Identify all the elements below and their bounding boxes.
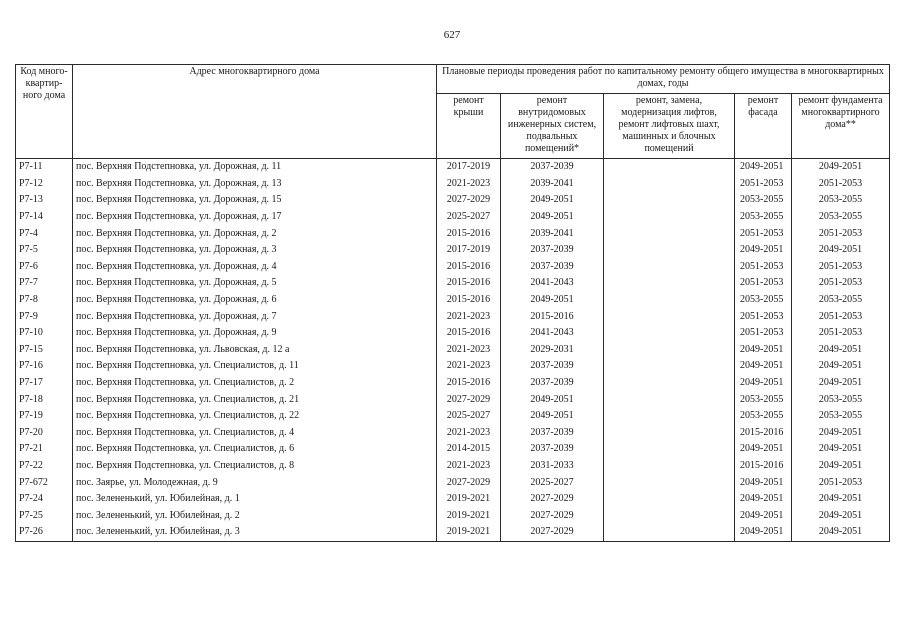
cell-roof: 2021-2023 xyxy=(437,176,501,193)
cell-foundation: 2049-2051 xyxy=(792,507,890,524)
cell-foundation: 2051-2053 xyxy=(792,225,890,242)
cell-elevators xyxy=(604,209,735,226)
header-address: Адрес многоквартирного дома xyxy=(73,65,437,159)
cell-address: пос. Верхняя Подстепновка, ул. Дорожная, д. 9 xyxy=(73,325,437,342)
cell-systems: 2041-2043 xyxy=(501,275,604,292)
cell-facade: 2053-2055 xyxy=(735,192,792,209)
cell-roof: 2021-2023 xyxy=(437,458,501,475)
cell-address: пос. Верхняя Подстепновка, ул. Специалистов, д. 6 xyxy=(73,441,437,458)
header-code: Код много-квартир-ного дома xyxy=(16,65,73,159)
cell-systems: 2027-2029 xyxy=(501,491,604,508)
cell-code: Р7-18 xyxy=(16,391,73,408)
cell-systems: 2027-2029 xyxy=(501,507,604,524)
cell-roof: 2025-2027 xyxy=(437,408,501,425)
cell-elevators xyxy=(604,159,735,176)
cell-foundation: 2049-2051 xyxy=(792,342,890,359)
cell-facade: 2049-2051 xyxy=(735,242,792,259)
cell-foundation: 2051-2053 xyxy=(792,308,890,325)
cell-facade: 2049-2051 xyxy=(735,375,792,392)
table-row xyxy=(16,491,890,508)
cell-facade: 2053-2055 xyxy=(735,391,792,408)
cell-roof: 2017-2019 xyxy=(437,242,501,259)
cell-systems: 2037-2039 xyxy=(501,425,604,442)
cell-elevators xyxy=(604,308,735,325)
cell-foundation: 2049-2051 xyxy=(792,524,890,541)
cell-systems: 2037-2039 xyxy=(501,242,604,259)
cell-roof: 2015-2016 xyxy=(437,375,501,392)
cell-systems: 2029-2031 xyxy=(501,342,604,359)
header-periods-group: Плановые периоды проведения работ по капитальному ремонту общего имущества в многоквартирных домах, годы xyxy=(437,65,890,94)
cell-code: Р7-9 xyxy=(16,308,73,325)
cell-roof: 2021-2023 xyxy=(437,342,501,359)
cell-code: Р7-14 xyxy=(16,209,73,226)
cell-systems: 2049-2051 xyxy=(501,408,604,425)
cell-code: Р7-19 xyxy=(16,408,73,425)
cell-systems: 2037-2039 xyxy=(501,259,604,276)
cell-roof: 2015-2016 xyxy=(437,259,501,276)
cell-facade: 2053-2055 xyxy=(735,408,792,425)
cell-systems: 2049-2051 xyxy=(501,209,604,226)
cell-systems: 2049-2051 xyxy=(501,192,604,209)
cell-code: Р7-10 xyxy=(16,325,73,342)
cell-code: Р7-11 xyxy=(16,159,73,176)
cell-elevators xyxy=(604,408,735,425)
cell-address: пос. Зелененький, ул. Юбилейная, д. 1 xyxy=(73,491,437,508)
cell-code: Р7-8 xyxy=(16,292,73,309)
cell-systems: 2049-2051 xyxy=(501,391,604,408)
cell-elevators xyxy=(604,474,735,491)
cell-foundation: 2049-2051 xyxy=(792,358,890,375)
cell-systems: 2049-2051 xyxy=(501,292,604,309)
cell-roof: 2014-2015 xyxy=(437,441,501,458)
cell-elevators xyxy=(604,524,735,541)
cell-systems: 2037-2039 xyxy=(501,358,604,375)
cell-facade: 2049-2051 xyxy=(735,342,792,359)
cell-address: пос. Верхняя Подстепновка, ул. Дорожная, д. 6 xyxy=(73,292,437,309)
cell-code: Р7-16 xyxy=(16,358,73,375)
cell-address: пос. Верхняя Подстепновка, ул. Специалистов, д. 8 xyxy=(73,458,437,475)
cell-facade: 2051-2053 xyxy=(735,259,792,276)
cell-foundation: 2051-2053 xyxy=(792,474,890,491)
cell-roof: 2017-2019 xyxy=(437,159,501,176)
table-row xyxy=(16,375,890,392)
table-header xyxy=(16,65,890,159)
table-row xyxy=(16,209,890,226)
cell-address: пос. Верхняя Подстепновка, ул. Дорожная, д. 2 xyxy=(73,225,437,242)
table-row xyxy=(16,259,890,276)
cell-roof: 2015-2016 xyxy=(437,292,501,309)
cell-roof: 2027-2029 xyxy=(437,391,501,408)
cell-systems: 2025-2027 xyxy=(501,474,604,491)
cell-elevators xyxy=(604,507,735,524)
header-systems: ремонт внутридомовых инженерных систем, подвальных помещений* xyxy=(501,94,604,159)
table-row xyxy=(16,292,890,309)
cell-code: Р7-25 xyxy=(16,507,73,524)
cell-code: Р7-13 xyxy=(16,192,73,209)
cell-facade: 2051-2053 xyxy=(735,176,792,193)
header-facade: ремонт фасада xyxy=(735,94,792,159)
cell-roof: 2021-2023 xyxy=(437,425,501,442)
cell-elevators xyxy=(604,342,735,359)
cell-address: пос. Заярье, ул. Молодежная, д. 9 xyxy=(73,474,437,491)
table-row xyxy=(16,225,890,242)
cell-elevators xyxy=(604,375,735,392)
cell-foundation: 2053-2055 xyxy=(792,192,890,209)
table-row xyxy=(16,524,890,541)
cell-roof: 2021-2023 xyxy=(437,358,501,375)
cell-systems: 2015-2016 xyxy=(501,308,604,325)
cell-elevators xyxy=(604,458,735,475)
cell-foundation: 2051-2053 xyxy=(792,176,890,193)
cell-elevators xyxy=(604,275,735,292)
cell-code: Р7-24 xyxy=(16,491,73,508)
cell-facade: 2051-2053 xyxy=(735,325,792,342)
table-row xyxy=(16,425,890,442)
cell-facade: 2015-2016 xyxy=(735,458,792,475)
cell-address: пос. Верхняя Подстепновка, ул. Дорожная, д. 13 xyxy=(73,176,437,193)
cell-address: пос. Верхняя Подстепновка, ул. Дорожная, д. 15 xyxy=(73,192,437,209)
cell-roof: 2015-2016 xyxy=(437,275,501,292)
cell-code: Р7-22 xyxy=(16,458,73,475)
cell-code: Р7-17 xyxy=(16,375,73,392)
cell-foundation: 2049-2051 xyxy=(792,375,890,392)
cell-code: Р7-26 xyxy=(16,524,73,541)
cell-elevators xyxy=(604,292,735,309)
cell-facade: 2049-2051 xyxy=(735,474,792,491)
cell-foundation: 2049-2051 xyxy=(792,159,890,176)
table-row xyxy=(16,474,890,491)
table-row xyxy=(16,358,890,375)
cell-elevators xyxy=(604,192,735,209)
cell-systems: 2039-2041 xyxy=(501,225,604,242)
table-row xyxy=(16,408,890,425)
cell-roof: 2027-2029 xyxy=(437,474,501,491)
table-row xyxy=(16,192,890,209)
cell-address: пос. Верхняя Подстепновка, ул. Специалистов, д. 4 xyxy=(73,425,437,442)
cell-address: пос. Верхняя Подстепновка, ул. Специалистов, д. 22 xyxy=(73,408,437,425)
table-row xyxy=(16,275,890,292)
cell-facade: 2049-2051 xyxy=(735,491,792,508)
table-row xyxy=(16,441,890,458)
cell-facade: 2015-2016 xyxy=(735,425,792,442)
cell-code: Р7-12 xyxy=(16,176,73,193)
cell-foundation: 2053-2055 xyxy=(792,292,890,309)
table-body xyxy=(16,159,890,542)
table-row xyxy=(16,325,890,342)
header-elevators: ремонт, замена, модернизация лифтов, ремонт лифтовых шахт, машинных и блочных помещений xyxy=(604,94,735,159)
cell-address: пос. Верхняя Подстепновка, ул. Дорожная, д. 5 xyxy=(73,275,437,292)
cell-foundation: 2053-2055 xyxy=(792,209,890,226)
table-row xyxy=(16,458,890,475)
cell-elevators xyxy=(604,325,735,342)
cell-address: пос. Верхняя Подстепновка, ул. Специалистов, д. 2 xyxy=(73,375,437,392)
cell-systems: 2037-2039 xyxy=(501,441,604,458)
cell-roof: 2015-2016 xyxy=(437,225,501,242)
cell-elevators xyxy=(604,491,735,508)
cell-elevators xyxy=(604,225,735,242)
cell-elevators xyxy=(604,259,735,276)
cell-roof: 2025-2027 xyxy=(437,209,501,226)
cell-code: Р7-21 xyxy=(16,441,73,458)
cell-address: пос. Верхняя Подстепновка, ул. Дорожная, д. 4 xyxy=(73,259,437,276)
capital-repair-table xyxy=(15,64,890,542)
cell-foundation: 2049-2051 xyxy=(792,491,890,508)
cell-systems: 2039-2041 xyxy=(501,176,604,193)
cell-foundation: 2051-2053 xyxy=(792,259,890,276)
cell-address: пос. Верхняя Подстепновка, ул. Специалистов, д. 11 xyxy=(73,358,437,375)
table-row xyxy=(16,391,890,408)
cell-roof: 2019-2021 xyxy=(437,507,501,524)
cell-elevators xyxy=(604,425,735,442)
cell-code: Р7-15 xyxy=(16,342,73,359)
table-row xyxy=(16,242,890,259)
cell-code: Р7-4 xyxy=(16,225,73,242)
table-row xyxy=(16,308,890,325)
cell-elevators xyxy=(604,441,735,458)
cell-facade: 2049-2051 xyxy=(735,358,792,375)
cell-facade: 2051-2053 xyxy=(735,308,792,325)
cell-roof: 2015-2016 xyxy=(437,325,501,342)
table-row xyxy=(16,159,890,176)
cell-foundation: 2053-2055 xyxy=(792,408,890,425)
cell-roof: 2019-2021 xyxy=(437,491,501,508)
cell-address: пос. Верхняя Подстепновка, ул. Дорожная, д. 17 xyxy=(73,209,437,226)
cell-foundation: 2049-2051 xyxy=(792,242,890,259)
table-row xyxy=(16,342,890,359)
cell-foundation: 2051-2053 xyxy=(792,275,890,292)
cell-address: пос. Зелененький, ул. Юбилейная, д. 2 xyxy=(73,507,437,524)
cell-facade: 2051-2053 xyxy=(735,275,792,292)
cell-elevators xyxy=(604,391,735,408)
cell-roof: 2021-2023 xyxy=(437,308,501,325)
cell-facade: 2049-2051 xyxy=(735,159,792,176)
cell-roof: 2027-2029 xyxy=(437,192,501,209)
cell-systems: 2041-2043 xyxy=(501,325,604,342)
cell-facade: 2049-2051 xyxy=(735,441,792,458)
cell-foundation: 2051-2053 xyxy=(792,325,890,342)
table-row xyxy=(16,507,890,524)
cell-address: пос. Верхняя Подстепновка, ул. Дорожная, д. 3 xyxy=(73,242,437,259)
cell-elevators xyxy=(604,176,735,193)
cell-foundation: 2049-2051 xyxy=(792,441,890,458)
cell-facade: 2053-2055 xyxy=(735,209,792,226)
cell-elevators xyxy=(604,242,735,259)
cell-foundation: 2049-2051 xyxy=(792,458,890,475)
cell-facade: 2051-2053 xyxy=(735,225,792,242)
cell-facade: 2049-2051 xyxy=(735,507,792,524)
cell-elevators xyxy=(604,358,735,375)
table-row xyxy=(16,176,890,193)
cell-systems: 2031-2033 xyxy=(501,458,604,475)
page-number: 627 xyxy=(443,29,461,41)
cell-address: пос. Верхняя Подстепновка, ул. Львовская, д. 12 а xyxy=(73,342,437,359)
cell-code: Р7-20 xyxy=(16,425,73,442)
cell-address: пос. Зелененький, ул. Юбилейная, д. 3 xyxy=(73,524,437,541)
cell-code: Р7-5 xyxy=(16,242,73,259)
cell-roof: 2019-2021 xyxy=(437,524,501,541)
header-roof: ремонт крыши xyxy=(437,94,501,159)
cell-address: пос. Верхняя Подстепновка, ул. Дорожная, д. 11 xyxy=(73,159,437,176)
cell-foundation: 2049-2051 xyxy=(792,425,890,442)
cell-facade: 2053-2055 xyxy=(735,292,792,309)
cell-code: Р7-672 xyxy=(16,474,73,491)
cell-systems: 2037-2039 xyxy=(501,159,604,176)
cell-facade: 2049-2051 xyxy=(735,524,792,541)
cell-systems: 2037-2039 xyxy=(501,375,604,392)
cell-code: Р7-7 xyxy=(16,275,73,292)
cell-code: Р7-6 xyxy=(16,259,73,276)
cell-systems: 2027-2029 xyxy=(501,524,604,541)
cell-address: пос. Верхняя Подстепновка, ул. Специалистов, д. 21 xyxy=(73,391,437,408)
cell-address: пос. Верхняя Подстепновка, ул. Дорожная, д. 7 xyxy=(73,308,437,325)
cell-foundation: 2053-2055 xyxy=(792,391,890,408)
header-foundation: ремонт фундамента многоквартирного дома** xyxy=(792,94,890,159)
